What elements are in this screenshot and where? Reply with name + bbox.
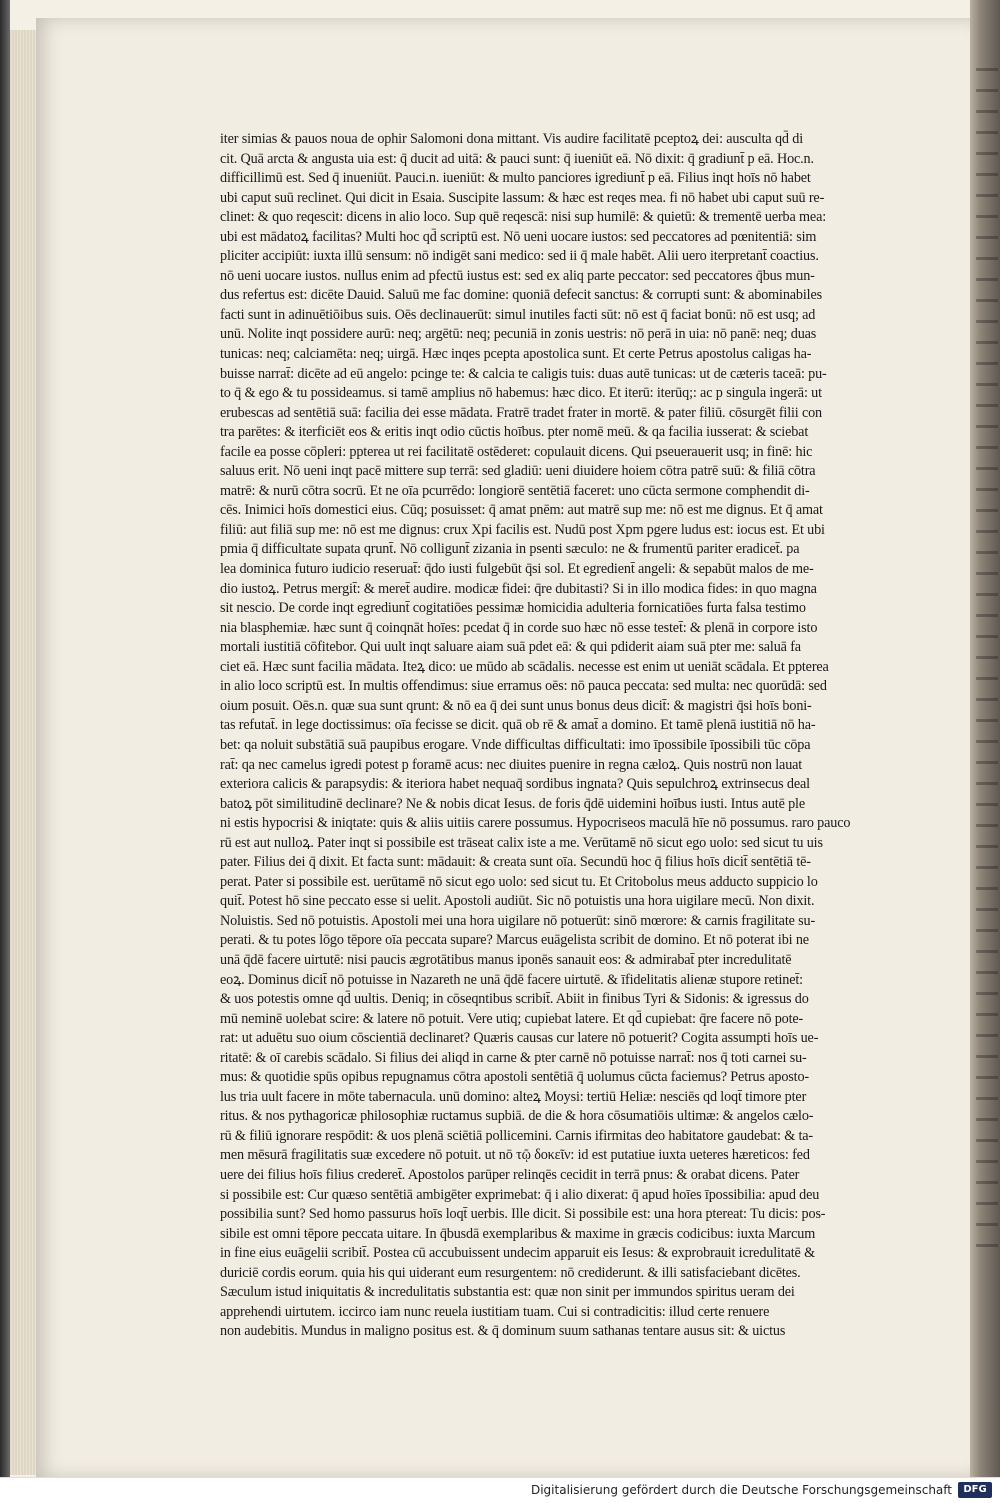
text-line: rat: ut aduētu suo oium cōscientiā declinaret? Quæris causas cur latere nō potuerit? Cogita assumpti hoīs ue-: [220, 1030, 819, 1047]
text-line: buisse narrat̄: dicēte ad eū angelo: pcinge te: & calcia te caligis tuis: duas autē tunicas: ut de cæteris taceā: pu-: [220, 365, 827, 382]
dfg-logo: DFG: [958, 1482, 992, 1498]
text-line: pliciter accipiūt: iuxta illū sensum: nō indigēt sani medico: sed ii q̄ male habēt. Alii uero iterpretant̄ coactius.: [220, 248, 819, 265]
page-stack-left: [10, 30, 38, 1475]
text-line: uere dei filius hoīs filius crederet̄. Apostolos parūper relinqēs cecidit in terrā pnus: & orabat dicens. Pater: [220, 1166, 800, 1183]
text-line: dio iustoꝝ. Petrus mergit̄: & meret̄ audire. modicæ fidei: q̄re dubitasti? Si in illo modica fides: in quo magna: [220, 580, 817, 597]
text-line: pater. Filius dei q̄ dixit. Et facta sunt: mādauit: & creata sunt oīa. Secundū hoc q̄ filius hoīs dicit̄ sentētiā tē-: [220, 854, 811, 871]
text-line: rū est aut nulloꝝ. Pater inqt si possibile est trāseat calix iste a me. Verūtamē nō sicut ego uolo: sed sicut tu uis: [220, 834, 823, 851]
text-line: rū & filiū ignorare respōdit: & uos plenā sciētiā pollicemini. Carnis ifirmitas deo habitatore gaudebat: & ta-: [220, 1127, 814, 1144]
text-line: eoꝝ. Dominus dicit̄ nō potuisse in Nazareth ne unā q̄dē facere uirtutē. & īfidelitatis alienæ stupore retinet̄:: [220, 971, 803, 988]
text-line: facile ea posse cōpleri: pptereа ut rei facilitatē ostēderet: copulauit dicens. Qui pseuerauerit usq; in finē: hic: [220, 443, 813, 460]
main-text-column: [220, 130, 940, 1340]
text-line: ubi est mādatoꝝ facilitas? Multi hoc qd̄ scriptū est. Nō ueni uocare iustos: sed peccatores ad pœnitentiā: sim: [220, 228, 817, 245]
text-line: dus refertus est: dicēte Dauid. Saluū me fac domine: quoniā defecit sanctus: & corrupti sunt: & abominabiles: [220, 287, 822, 304]
text-line: ritatē: & oī carebis scādalo. Si filius dei aliqd in carne & pter carnē nō potuisse narrat̄: nos q̄ toti carnei su-: [220, 1049, 807, 1066]
text-line: nō ueni uocare iustos. nullus enim ad pfectū iustus est: sed ex aliq parte peccator: sed peccatores q̄bus mun-: [220, 267, 815, 284]
text-line: iter simias & pauos noua de ophir Salomoni dona mittant. Vis audire facilitatē pceptoꝝ dei: ausculta qd̄ di: [220, 131, 803, 147]
text-line: unū. Nolite inqt possidere aurū: neq; argētū: neq; pecuniā in zonis uestris: nō perā in uia: nō panē: neq; duas: [220, 326, 817, 343]
text-line: & uos potestis omne qd̄ uultis. Deniq; in cōseqntibus scribit̄. Abiit in finibus Tyri & Sidonis: & igressus do: [220, 991, 809, 1008]
text-line: nia blasphemiæ. hæc sunt q̄ coinqnāt hoīes: pcedat q̄ in corde suo hæc nō esse testet̄: & plenā in corpore isto: [220, 619, 818, 636]
text-line: mū neminē uolebat scire: & latere nō potuit. Vere utiq; cupiebat latere. Et qd̄ cupiebat: q̄re facere nō pote-: [220, 1010, 804, 1027]
text-line: pmia q̄ difficultate supata qrunt̄. Nō colligunt̄ zizania in psenti sæculo: ne & frumentū pariter eradicet̄. pa: [220, 541, 800, 558]
text-line: possibilia sunt? Sed homo passurus hoīs loqt̄ uerbis. Ille dicit. Si possibile est: una hora ptereat: Tu dicis: pos-: [220, 1206, 826, 1223]
text-line: perat. Pater si possibile est. uerūtamē nō sicut ego uolo: sed sicut tu. Et Critobolus meus adducto suppicio lo: [220, 873, 818, 890]
funding-credit: Digitalisierung gefördert durch die Deutsche Forschungsgemeinschaft: [530, 1483, 952, 1497]
text-line: tra parētes: & iterficiēt eos & eritis inqt odio cūctis hoībus. pter nomē meū. & qa facilia iusserat: & sciebat: [220, 424, 809, 441]
text-line: in fine eius euāgelii scribit̄. Postea cū accubuissent undecim apparuit eis Iesus: & exprobrauit icredulitatē &: [220, 1245, 815, 1262]
text-line: duriciē cordis eorum. quia his qui uiderant eum resurgentem: nō crediderunt. & illi satisfaciebant dicētes.: [220, 1264, 801, 1281]
text-line: clinet: & quo reqescit: dicens in alio loco. Sup quē reqescā: nisi sup humilē: & quietū: & trementē uerba mea:: [220, 209, 827, 226]
text-line: filiū: aut filiā sup me: nō est me dignus: crux Xpi facilis est. Nudū post Xpm pgere ludus est: iocus est. Et ubi: [220, 521, 825, 538]
text-line: difficillimū est. Sed q̄ inueniūt. Pauci.n. iueniūt: & multo panciores igrediunt̄ p eā. Filius inqt hoīs nō habet: [220, 170, 811, 187]
text-line: matrē: & nurū cōtra socrū. Et ne oīa pcurrēdo: longiorē sentētiā faceret: uno cūcta sermone comphendit di-: [220, 482, 810, 499]
text-line: cēs. Inimici hoīs domestici eius. Cūq; posuisset: q̄ amat pnēm: aut matrē sup me: nō est me dignus. Et q̄ amat: [220, 502, 823, 519]
text-line: ubi caput suū reclinet. Qui dicit in Esaia. Suscipite lassum: & hæc est reqes mea. fi nō habet ubi caput suū re-: [220, 189, 825, 206]
text-line: facti sunt in adinuētiōibus suis. Oēs declinauerūt: simul inutiles facti sūt: nō est q̄ faciat bonū: nō est usq; ad: [220, 306, 816, 323]
text-line: oium posuit. Oēs.n. quæ sua sunt qrunt: & nō ea q̄ dei sunt unus bonus deus dicit̄: & magistri q̄si hoīs boni-: [220, 697, 812, 714]
text-line: non audebitis. Mundus in maligno positus est. & q̄ dominum suum sathanas tentare ausus sit: & uictus: [220, 1323, 786, 1340]
text-line: perati. & tu potes lōgo tēpore oīa peccata supare? Marcus euāgelista scribit de domino. Et nō poterat ibi ne: [220, 932, 809, 949]
text-line: apprehendi uirtutem. iccirco iam nunc reuela iustitiam tuam. Cui si contradicitis: illud certe renuere: [220, 1303, 770, 1320]
text-line: Noluistis. Sed nō potuistis. Apostoli mei una hora uigilare nō potuerūt: sinō mœrore: & carnis fragilitate su-: [220, 912, 816, 929]
text-line: sibile est omni tēpore peccata uitare. In q̄busdā exemplaribus & maxime in græcis codicibus: iuxta Marcum: [220, 1225, 816, 1242]
text-line: batoꝝ pōt similitudinē declinare? Ne & nobis dicat Iesus. de foris q̄dē uidemini hoībus iusti. Intus autē ple: [220, 795, 806, 812]
text-line: tas refutat̄. in lege doctissimus: oīa fecisse se dicit. quā ob rē & amat̄ a domino. Et tamē plenā iustitiā nō ha-: [220, 717, 816, 734]
text-line: erubescas ad sentētiā suā: facilia dei esse mādata. Fratrē tradet frater in mortē. & pater filiū. cōsurgēt filii con: [220, 404, 823, 421]
text-line: quit̄. Potest hō sine peccato esse si uelit. Apostoli audiūt. Sic nō potuistis una hora uigilare mecū. Non dixit.: [220, 893, 815, 910]
text-line: cit. Quā arcta & angusta uia est: q̄ ducit ad uitā: & pauci sunt: q̄ iueniūt eā. Nō dixit: q̄ gradiunt̄ p eā. Hoc.n.: [220, 150, 814, 167]
facing-page-edge-text: [976, 60, 998, 1260]
text-line: lea dominica futuro iudicio reseruat̄: q̄do iusti fulgebūt q̄si sol. Et egredient̄ angeli: & sepabūt malos de me-: [220, 561, 814, 578]
text-line: in alio loco scriptū est. In multis offendimus: siue erramus oēs: nō pauca peccata: sed multa: nec quorūdā: sed: [220, 678, 827, 695]
text-line: sit nescio. De corde inqt egrediunt̄ cogitatiōes pessimæ homicidia adulteria fornicatiōes furta falsa testimo: [220, 600, 806, 617]
text-line: ni estis hypocrisi & iniqtate: quis & aliis uitiis carere possumus. Hypocriseos maculā hīe nō possumus. rarо pauco: [220, 815, 851, 832]
book-cover-edge: [0, 0, 10, 1480]
text-line: ritus. & nos pythagoricæ philosophiæ ructamus supbiā. de die & hora cōsumatiōis ultimæ: & angelos cælo-: [220, 1108, 814, 1125]
text-line: to q̄ & ego & tu possideamus. si tamē amplius nō habemus: hæc dico. Et iterū: iterūq;: ac p singula ingerā: ut: [220, 385, 822, 402]
text-line: Sæculum istud iniquitatis & incredulitatis substantia est: quæ non sinit per immundos spiritus ueram dei: [220, 1284, 795, 1301]
text-line: mortali iustitiā cōfitebor. Qui uult inqt saluare aiam suā pdet eā: & qui pdiderit aiam suā pter me: saluā fa: [220, 639, 801, 656]
text-line: lus tria uult facere in mōte tabernacula. unū domino: alteꝝ Moysi: tertiū Heliæ: nesciēs qd loqt̄ timore pter: [220, 1088, 807, 1105]
text-line: ciet eā. Hæc sunt facilia mādata. Iteꝝ dico: ue mūdo ab scādalis. necesse est enim ut ueniāt scādala. Et pptereа: [220, 658, 829, 675]
text-line: exteriora calicis & parapsydis: & iteriora habet nequaq̄ sordibus ingnata? Quis sepulchroꝝ extrinsecus deal: [220, 776, 810, 793]
text-line: si possibile est: Cur quæso sentētiā ambigēter exprimebat: q̄ i alio dixerat: q̄ apud hoīes īpossibilia: apud deu: [220, 1186, 820, 1203]
text-line: rat̄: qa nec camelus igredi potest p foramē acus: nec diuites puenire in regna cæloꝝ. Quis nostrū non lauat: [220, 756, 803, 773]
text-line: bet: qa noluit substātiā suā paupibus erogare. Vnde difficultas difficultati: imo īpossibile īpossibili tūc cōpa: [220, 736, 811, 753]
footer-bar: [0, 1477, 1000, 1503]
text-line: men mēsurā fragilitatis suæ excedere nō potuit. ut nō τῷ δοκεῖν: id est putatiue iuxta ueteres hæreticos: fed: [220, 1147, 810, 1164]
text-line: saluus erit. Nō ueni inqt pacē mittere sup terrā: sed gladiū: ueni diuidere hoiem cōtra patrē suū: & filiā cōtra: [220, 463, 816, 480]
text-line: unā q̄dē facere uirtutē: nisi paucis ægrotātibus manus iponēs sanauit eos: & admirabat̄ pter incredulitatē: [220, 951, 792, 968]
text-line: mus: & quotidie spūs opibus repugnamus cōtra apostoli sentētiā q̄ uolumus cūcta faciemus? Petrus aposto-: [220, 1069, 809, 1086]
text-line: tunicas: neq; calciamēta: neq; uirgā. Hæc inqes pcepta apostolica sunt. Et certe Petrus apostolus caligas ha-: [220, 346, 812, 363]
